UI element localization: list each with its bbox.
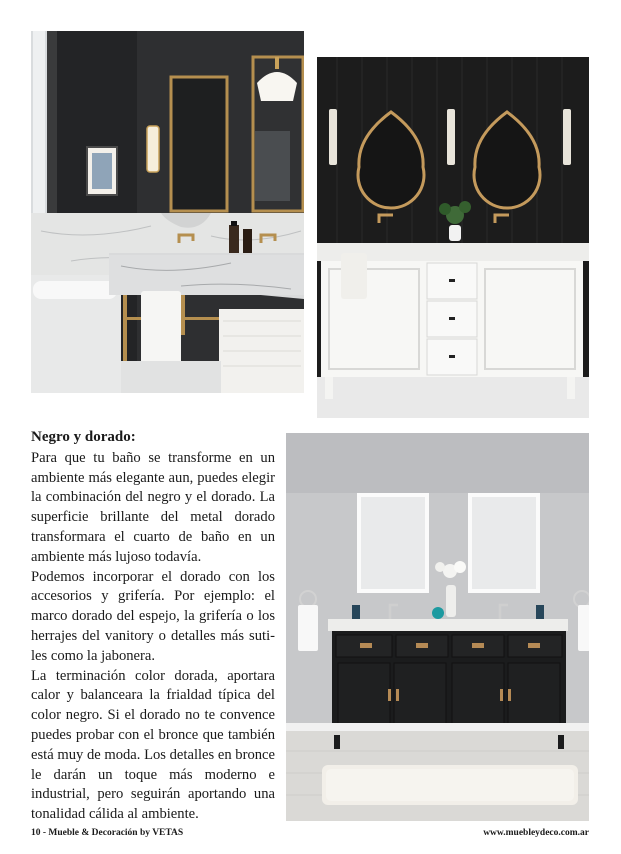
article-paragraph: Podemos incorporar el dorado con los accesorios y grifería. Por ejemplo: el marco dorado del espejo, la grifería o los herrajes del vanitory o detalles más sutiles como la jabonera.: [31, 568, 275, 664]
bathroom-black-walls-marble-vanity-photo: [31, 31, 304, 393]
article: [31, 428, 275, 825]
article-paragraph: Para que tu baño se transforme en un ambiente más elegante aun, puedes elegir la combinación del negro y el dorado. La superficie brillante del metal dorado transformara el cuarto de baño en un ambiente más lujoso todavía.: [31, 449, 275, 565]
black-wall-white-vanity-gold-mirrors-photo: [317, 57, 589, 418]
footer-page-credit: 10 - Mueble & Decoración by VETAS: [31, 828, 184, 838]
grey-wall-black-vanity-white-mirrors-photo: [286, 433, 589, 821]
photo1-illustration: [31, 31, 304, 393]
footer-website-link[interactable]: www.muebleydeco.com.ar: [483, 828, 589, 838]
article-heading: Negro y dorado:: [31, 429, 136, 445]
page-footer: [31, 828, 589, 838]
article-paragraph: La terminación color dorada, aportara calor y balanceara la frialdad típica del color negro. Si el dorado no te convence puedes probar con el bronce que también está muy de moda. Los detalles en bronce le darán un toque más moderno e industrial, pero seguirán aportando una tonalidad cálida al ambiente.: [31, 667, 275, 823]
photo3-illustration: [286, 433, 589, 821]
photo2-illustration: [317, 57, 589, 418]
